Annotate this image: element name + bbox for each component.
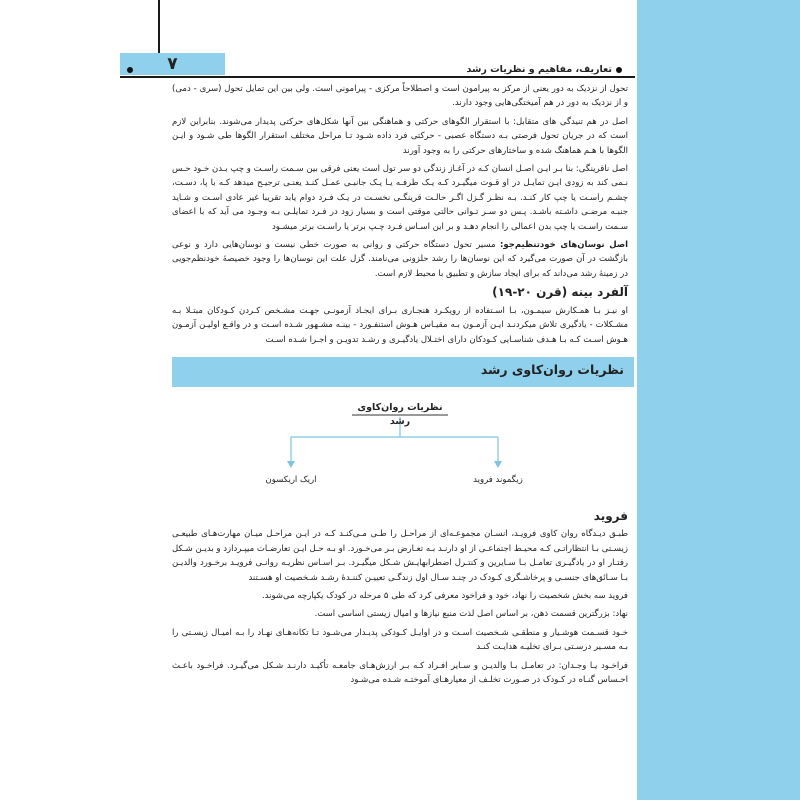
freud-paragraph: طبـق دیـدگاه روان کاوی فرویـد، انسـان مجموعـه‌ای از مراحـل را طـی مـی‌کنـد کـه در ایـن مراحـل میـان مهارت‌هـای طبیعـی زیسـتی بـا انتظاراتـی کـه محیـط اجتماعـی از او دارنـد بـه تعـارض بـر می‌خـورد. او بـه حـل ایـن تعارضـات میپـردازد و بدیـن شـکل رفتـار او در یادگیـری تعامـل بـا سـایرین و کنتـرل اضطرابهایـش شـکل میگیـرد. بـر اسـاس نظریـه روانـی فرویـد برخـورد والدیـن بـا سـائق‌های جنسـی و پرخاشـگری کـودک در چنـد سـال اول زندگـی تعییـن کننـدهٔ رشـد شـخصیت او هسـتند — [172, 529, 628, 583]
freud-paragraph: نهاد: بزرگترین قسمت ذهن، بر اساس اصل لذت منبع نیازها و امیال زیستی اساسی است. — [314, 609, 628, 620]
left-arrowhead — [287, 461, 295, 468]
freud-paragraph: فراخـود یـا وجـدان: در تعامـل بـا والدیـن و سـایر افـراد کـه بـر ارزش‌هـای جامعـه تأکیـد دارنـد شـکل می‌گیـرد. فراخـود باعـث احـساس گنـاه در کـودک در صـورت تخلـف از معیارهـای آموختـه شـده می‌شـود — [172, 660, 628, 685]
diagram-root: نظریات روان‌کاوی رشد — [357, 401, 443, 428]
oscillation-text: مسیر تحول دستگاه حرکتی و روانی به صورت خطی نیست و نوسان‌هایی دارد و نوعی بازگشت در آن صورت می‌گیرد که این نوسان‌ها را رشد حلزونی می‌نامند. گزل علت این نوسان‌ها را وجود خصیصهٔ خودنظم‌جویی در زمینهٔ رشد می‌داند که برای ایجاد سازش و تطبیق با محیط لازم است. — [172, 240, 628, 279]
running-head-text: تعاریف، مفاهیم و نظریات رشد — [466, 64, 612, 75]
binet-heading: آلفرد بینه (قرن ۲۰-۱۹) — [492, 285, 628, 300]
running-head — [466, 64, 622, 75]
diagram-right-node: زیگموند فروید — [473, 474, 523, 485]
header-rule — [120, 76, 635, 78]
paragraph-interweaving: اصل در هم تنیدگی های متقابل: با استقرار الگوهای حرکتی و هماهنگی بین آنها شکل‌های حرکتی پدیدار می‌شوند. بنابراین لازم است که در جریان تحول فرصتی بـه دستگاه عصبی - حرکتی فرد داده شـود تـا مراحل مختلف استقرار الگوها طی شـود و ایـن الگوها با هـم هماهنگ شده و ساختارهای حرکتی را به وجود آورند — [172, 116, 628, 156]
section-title: نظریات روان‌کاوی رشد — [480, 361, 624, 377]
page-number: ۷ — [120, 53, 225, 75]
oscillation-lead: اصل نوسان‌های خودتنظیم‌جو: — [500, 240, 628, 251]
diagram-left-node: اریک اریکسون — [265, 474, 317, 485]
freud-paragraph: فروید سه بخش شخصیت را نهاد، خود و فراخود معرفی کرد که طی ۵ مرحله در کودک یکپارچه می‌شوند. — [262, 590, 628, 601]
binet-paragraph: او نیـز بـا همـکارش سیمـون، بـا اسـتفاده از رویکـرد هنجـاری بـرای ایجـاد آزمونـی جهـت مشـخص کـردن کـودکان مبتـلا بـه مشـکلات - یادگیری تلاش میکردنـد ایـن آزمـون بـه مقیـاس هـوش استنفـورد - بینـه مشـهور شـده اسـت و در واقـع اولیـن آزمـون هـوش اسـت کـه بـا هـدف شناسـایی کـودکان دارای اختـلال یادگیـری و رشـد تدویـن و اجـرا شـده اسـت — [172, 305, 628, 345]
freud-heading: فروید — [593, 508, 628, 523]
paragraph-asymmetry: اصل ناقرینگی: بنا بـر ایـن اصـل انسان کـه در آغـاز زندگی دو سر تول است یعنی فرقی بین سـمت راسـت و چپ بـدن خـود حـس نـمی کند به زودی ایـن تمایـل در او قـوت میگیـرد کـه یـک طرفـه یـا یـک جانبـی عمـل کنـد یعنـی ترجیـح میدهد کـه با پا، دسـت، چشـم راسـت یا چپ کار کنـد. بـه نظـر گـزل اگـر حالـت قرینگـی نخسـت در یـک فـرد دوام یابد تقریبا غیر عادی اسـت و شـاید جنبـه مرضـی داشـته باشـد. پـس دو سـر تـوانی حالتی موقتی است و بسیار زود در فـرد تمایلـی بـه وجـود می آید که با اعضای سـمت راسـت یا چپ بدن اعمالی را انجام دهـد و بر این اسـاس فـرد چـپ برتر یا راسـت برتر میشـود — [172, 164, 628, 232]
paragraph-oscillation — [172, 238, 628, 281]
header-end-dot — [127, 67, 133, 73]
top-vertical-rule — [158, 0, 160, 58]
right-arrowhead — [494, 461, 502, 468]
section-title-bar — [172, 357, 634, 387]
page-content — [172, 82, 628, 691]
freud-paragraph: خـود قسـمت هوشـیار و منطقـی شـخصیت اسـت و در اوایـل کـودکی پدیـدار می‌شـود تـا تکانه‌هـای نهـاد را بـه امیـال زیسـتی را بـه مسـیر درسـتی بـرای تخلیـه هدایـت کنـد — [172, 627, 628, 653]
theory-diagram — [172, 401, 628, 489]
paragraph-center-periphery: تحول از نزدیک به دور یعنی از مرکز به پیرامون است و اصطلاحاً مرکزی - پیرامونی است. ولی بین این تمایل تحول (سری - دمی) و از نزدیک به دور در هم آمیختگی‌هایی وجود دارند. — [172, 84, 628, 109]
right-color-band — [637, 0, 800, 800]
bullet-icon — [616, 67, 622, 73]
